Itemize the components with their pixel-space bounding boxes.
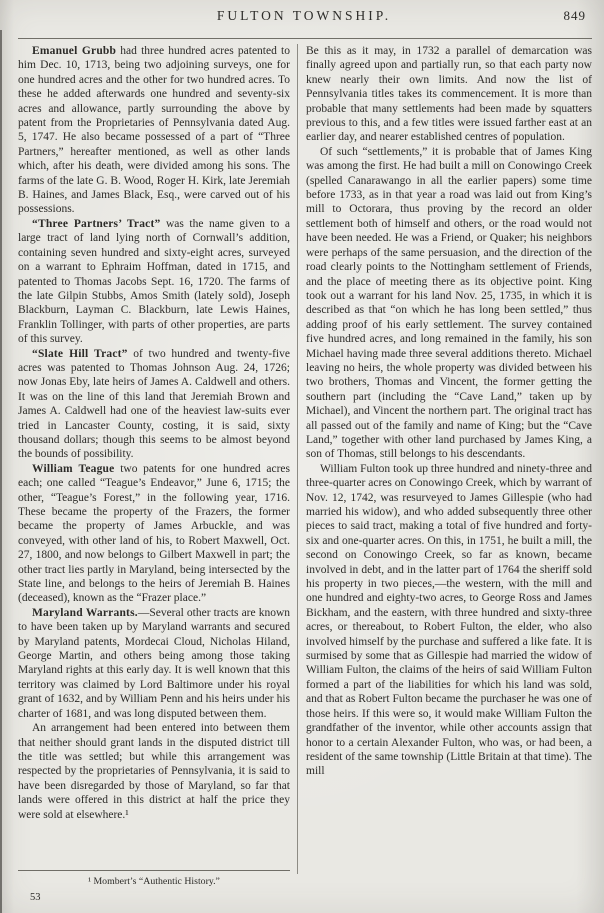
paragraph-emanuel-grubb <box>18 44 290 217</box>
header-rule <box>18 38 592 39</box>
paragraph-text: of two hundred and twenty-five acres was patented to Thomas Johnson Aug. 24, 1726; now Jonas Eby, late heirs of James A. Caldwell and others. It was on the line of this land that Jeremiah Brown and James A. Caldwell had one of the heaviest law-suits ever tried in Lancaster County, costing, it is said, sixty thousand dollars; though this seems to be almost beyond the bounds of possibility. <box>18 347 290 461</box>
paragraph-text: —Several other tracts are known to have been taken up by Maryland warrants and secured by Maryland patents, Mordecai Cloud, Nicholas Hiland, George Martin, and others being among those taking Maryland rights at this early day. It is well known that this territory was claimed by Lord Baltimore under his royal grant of 1632, and by William Penn and his heirs under his charter of 1681, and was long disputed between them. <box>18 606 290 720</box>
paragraph-text: had three hundred acres patented to him Dec. 10, 1713, being two adjoining surveys, one for one hundred acres and the other for two hundred acres. To these he added afterwards one hundred and seventy-six acres and allowance, partly surrounding the above by patent from the Proprietaries of Pennsylvania dated Aug. 5, 1747. He also became possessed of a part of “Three Partners,” hereafter mentioned, as well as other lands which, after his death, were divided among his sons. The farms of the late G. B. Wood, Roger H. Kirk, late Jeremiah B. Haines, and James Black, Esq., were carved out of his possessions. <box>18 45 290 216</box>
running-title: FULTON TOWNSHIP. <box>216 8 392 23</box>
paragraph-slate-hill-tract <box>18 347 290 462</box>
paragraph-text: was the name given to a large tract of land lying north of Cornwall’s addition, containing seven hundred and sixty-eight acres, surveyed on a warrant to Ephraim Hoffman, dated in 1715, and patented to Thomas Jacobs Sept. 16, 1720. The farms of the late Gilpin Stubbs, Amos Smith (lately sold), Joseph Blackburn, Layman C. Blackburn, late Lewis Haines, Franklin Tollinger, with parts of other properties, are parts of this survey. <box>18 217 290 346</box>
left-column <box>18 44 297 905</box>
footnote-block <box>18 870 290 905</box>
paragraph-lead: William Teague <box>32 462 115 475</box>
paragraph-text: Of such “settlements,” it is probable that of James King was among the first. He had built a mill on Conowingo Creek (spelled Canarawango in all the earlier papers) some time before 1733, as in that year a road was laid out from King’s mill to Octorara, thus proving by the record an older settlement both of himself and others, or the road would not have been needed. He was a Friend, or Quaker; his neighbors were perhaps of the same persuasion, and the direction of the road clearly points to the Nottingham settlement of Friends, and the place of meeting there as its objective point. King took out a warrant for his land Nov. 25, 1735, in which it is described as that “on which he has long been settled,” thus adding proof of his early settlement. The survey contained five hundred acres, and long remained in the family, his son Michael having made three several additions thereto. Michael leaving no heirs, the whole property was divided between his two brothers, Thomas and Vincent, the former getting the southern part (including the “Cave Land,” taken up by Michael), and Vincent the northern part. The original tract has all passed out of the family and name of King; but the “Cave Land,” together with other land purchased by James King, a son of Thomas, still belongs to his descendants. <box>306 145 592 461</box>
page-number: 849 <box>563 8 586 23</box>
paragraph-lead: “Slate Hill Tract” <box>32 347 128 360</box>
paragraph-lead: Emanuel Grubb <box>32 45 117 57</box>
paragraph-text: An arrangement had been entered into between them that neither should grant lands in the disputed district till the title was settled; but while this arrangement was respected by the proprietaries of Pennsylvania, it is said to have been disregarded by those of Maryland, so far that lands were offered in this district at half the price they were sold at elsewhere.¹ <box>18 722 290 821</box>
footnote-text: ¹ Mombert’s “Authentic History.” <box>88 875 220 887</box>
paragraph-william-teague <box>18 462 290 606</box>
paragraph-lead: “Three Partners’ Tract” <box>32 217 161 230</box>
page-header <box>18 8 590 28</box>
paragraph-lead: Maryland Warrants. <box>32 606 138 619</box>
paragraph-three-partners-tract <box>18 217 290 347</box>
paragraph-text: William Fulton took up three hundred and ninety-three and three-quarter acres on Conowingo Creek, which by warrant of Nov. 12, 1742, was resurveyed to James Gillespie (who had married his widow), and who added subsequently three other pieces to said tract, making a total of five hundred and forty-six and one-quarter acres. On this, in 1751, he built a mill, the second on Conowingo Creek, so far as known, became involved in debt, and in the latter part of 1764 the sheriff sold his property in two pieces,—the western, with the mill and one hundred and eighty-two acres, to George Ross and James Bickham, and the eastern, with three hundred and sixty-three acres, or thereabout, to Robert Fulton, the elder, who also involved himself by the purchase and suffered a like fate. It is surmised by some that as Gillespie had married the widow of William Fulton, the claims of the heirs of said William Fulton formed a part of the liabilities for which his land was sold, and that as Robert Fulton became the purchaser he was one of those heirs. If this were so, it would make William Fulton the grandfather of the inventor, while other accounts assign that honor to a certain Alexander Fulton, who was, or had been, a resident of the same township (Little Britain at that time). The mill <box>306 462 592 778</box>
footnote-rule <box>18 870 290 871</box>
scan-edge-artifact <box>0 30 2 913</box>
paragraph-james-king <box>306 145 592 462</box>
paragraph-text: Be this as it may, in 1732 a parallel of demarcation was finally agreed upon and partially run, so that each party now knew nearly their own limits. And now the list of Pennsylvania titles takes its commencement. It is more than probable that many settlements had been made by squatters previous to this, and a few titles were issued farther east at an earlier day, and nearer established centres of population. <box>306 45 592 144</box>
paragraph-maryland-warrants <box>18 606 290 721</box>
paragraph-demarcation <box>306 44 592 145</box>
signature-number: 53 <box>30 891 41 903</box>
text-columns <box>18 44 592 907</box>
paragraph-text: two patents for one hundred acres each; one called “Teague’s Endeavor,” June 6, 1715; the other, “Teague’s Forest,” in the following year, 1716. These became the property of the Frazers, the former became the property of James Arbuckle, and was conveyed, with other land of his, to Robert Maxwell, Oct. 27, 1800, and now belongs to Gilbert Maxwell in part; the other tract lies partly in Maryland, being intersected by the State line, and belongs to the heirs of Jeremiah B. Haines (deceased), known as the “Frazer place.” <box>18 462 290 605</box>
paragraph-an-arrangement <box>18 721 290 822</box>
right-column <box>298 44 592 876</box>
paragraph-william-fulton <box>306 462 592 779</box>
